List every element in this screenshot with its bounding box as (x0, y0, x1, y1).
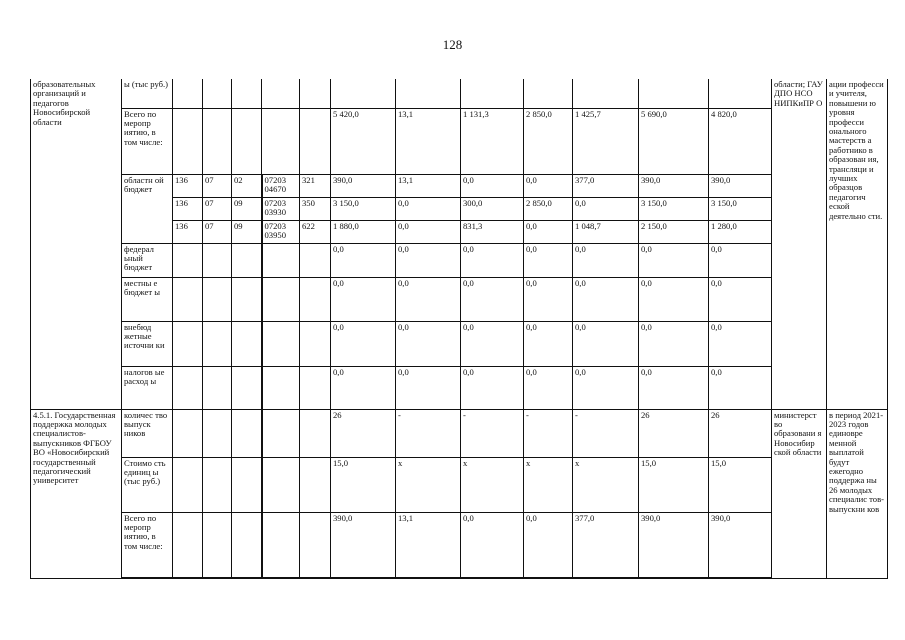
value-cell: 0,0 (396, 220, 461, 243)
budget-table (30, 79, 888, 579)
value-cell: 2 150,0 (639, 220, 709, 243)
table-row (31, 79, 888, 108)
value-cell: 0,0 (524, 277, 573, 321)
measure-cell: 4.5.1. Государственная поддержка молодых специалистов-выпускников ФГБОУ ВО «Новосибирский государственный педагогический университет (31, 409, 122, 578)
indicator-cell: местны е бюджет ы (122, 277, 173, 321)
code-cell: 07203 03930 (262, 197, 300, 220)
table-row (31, 321, 888, 366)
indicator-cell: налогов ые расход ы (122, 366, 173, 409)
value-cell: 390,0 (709, 174, 772, 197)
value-cell: 4 820,0 (709, 108, 772, 174)
value-cell: х (461, 457, 524, 512)
value-cell: 390,0 (331, 512, 396, 578)
value-cell: 13,1 (396, 512, 461, 578)
measure-cell: образовательных организаций и педагогов Новосибирской области (31, 79, 122, 409)
value-cell: 0,0 (639, 321, 709, 366)
value-cell: 0,0 (396, 321, 461, 366)
code-cell: 07 (203, 174, 232, 197)
value-cell: 0,0 (331, 366, 396, 409)
value-cell: 15,0 (331, 457, 396, 512)
value-cell: 1 280,0 (709, 220, 772, 243)
executor-cell: области; ГАУ ДПО НСО НИПКиПР О (772, 79, 827, 409)
value-cell: 0,0 (524, 174, 573, 197)
value-cell: 831,3 (461, 220, 524, 243)
value-cell: х (396, 457, 461, 512)
executor-cell: министерст во образовани я Новосибир ской области (772, 409, 827, 578)
value-cell: 1 131,3 (461, 108, 524, 174)
value-cell: 0,0 (331, 321, 396, 366)
table-row (31, 243, 888, 277)
value-cell: 300,0 (461, 197, 524, 220)
value-cell: 0,0 (331, 243, 396, 277)
value-cell: 0,0 (396, 277, 461, 321)
indicator-cell: Стоимо сть единиц ы (тыс руб.) (122, 457, 173, 512)
indicator-cell: Всего по меропр иятию, в том числе: (122, 108, 173, 174)
table-row (31, 277, 888, 321)
value-cell: 3 150,0 (639, 197, 709, 220)
value-cell: 0,0 (573, 366, 639, 409)
indicator-cell: областн ой бюджет (122, 174, 173, 243)
value-cell: 0,0 (573, 243, 639, 277)
value-cell: 15,0 (709, 457, 772, 512)
indicator-cell: количес тво выпуск ников (122, 409, 173, 457)
value-cell: 0,0 (331, 277, 396, 321)
value-cell: 3 150,0 (331, 197, 396, 220)
value-cell: 1 048,7 (573, 220, 639, 243)
value-cell: 0,0 (461, 321, 524, 366)
value-cell: 0,0 (461, 243, 524, 277)
value-cell: 26 (639, 409, 709, 457)
table-row (31, 457, 888, 512)
value-cell: 0,0 (639, 277, 709, 321)
code-cell: 07203 03950 (262, 220, 300, 243)
value-cell: 390,0 (709, 512, 772, 578)
value-cell: 2 850,0 (524, 108, 573, 174)
code-cell: 07203 04670 (262, 174, 300, 197)
value-cell: 0,0 (461, 277, 524, 321)
code-cell: 622 (300, 220, 331, 243)
value-cell: 0,0 (639, 366, 709, 409)
value-cell: 0,0 (396, 243, 461, 277)
value-cell: 3 150,0 (709, 197, 772, 220)
code-cell: 02 (232, 174, 262, 197)
value-cell: 5 690,0 (639, 108, 709, 174)
value-cell: 15,0 (639, 457, 709, 512)
value-cell: 0,0 (573, 321, 639, 366)
table-row (31, 512, 888, 578)
page-number: 128 (442, 37, 463, 52)
value-cell: 13,1 (396, 108, 461, 174)
value-cell: - (461, 409, 524, 457)
value-cell: 1 880,0 (331, 220, 396, 243)
value-cell: 0,0 (573, 197, 639, 220)
value-cell: 0,0 (524, 220, 573, 243)
value-cell: 13,1 (396, 174, 461, 197)
value-cell: - (524, 409, 573, 457)
indicator-cell: ы (тыс руб.) (122, 79, 173, 108)
code-cell: 07 (203, 220, 232, 243)
value-cell: х (524, 457, 573, 512)
indicator-cell: Всего по меропр иятию, в том числе: (122, 512, 173, 578)
value-cell: 0,0 (709, 366, 772, 409)
value-cell: 5 420,0 (331, 108, 396, 174)
value-cell: 377,0 (573, 174, 639, 197)
value-cell: 390,0 (639, 174, 709, 197)
value-cell: 0,0 (709, 321, 772, 366)
code-cell: 136 (173, 220, 203, 243)
indicator-cell: федерал ьный бюджет (122, 243, 173, 277)
value-cell: х (573, 457, 639, 512)
indicator-cell: внебюд жетные источни ки (122, 321, 173, 366)
code-cell: 321 (300, 174, 331, 197)
table-row (31, 108, 888, 174)
code-cell: 09 (232, 197, 262, 220)
result-cell: в период 2021-2023 годов единовре менной выплатой будут ежегодно поддержа ны 26 молодых специалис тов-выпускни ков (827, 409, 888, 578)
table-row (31, 366, 888, 409)
value-cell: 0,0 (709, 277, 772, 321)
value-cell: 377,0 (573, 512, 639, 578)
value-cell: - (396, 409, 461, 457)
value-cell: 0,0 (396, 366, 461, 409)
code-cell: 09 (232, 220, 262, 243)
value-cell: 0,0 (573, 277, 639, 321)
table-row (31, 409, 888, 457)
value-cell: 0,0 (709, 243, 772, 277)
value-cell: 0,0 (396, 197, 461, 220)
value-cell: 0,0 (461, 366, 524, 409)
value-cell: 0,0 (524, 243, 573, 277)
value-cell: 0,0 (461, 512, 524, 578)
result-cell: ации професси и учителя, повышени ю уровня професси онального мастерств а работнико в образован ия, трансляци и лучших образцов педагогич еской деятельно сти. (827, 79, 888, 409)
value-cell: 26 (331, 409, 396, 457)
value-cell: 26 (709, 409, 772, 457)
code-cell: 350 (300, 197, 331, 220)
value-cell: 0,0 (524, 366, 573, 409)
code-cell: 136 (173, 174, 203, 197)
value-cell: 390,0 (639, 512, 709, 578)
value-cell: 0,0 (461, 174, 524, 197)
value-cell: 0,0 (639, 243, 709, 277)
value-cell: 0,0 (524, 321, 573, 366)
value-cell: 2 850,0 (524, 197, 573, 220)
code-cell: 07 (203, 197, 232, 220)
table-row (31, 174, 888, 197)
value-cell: 1 425,7 (573, 108, 639, 174)
value-cell: 0,0 (524, 512, 573, 578)
value-cell: 390,0 (331, 174, 396, 197)
code-cell: 136 (173, 197, 203, 220)
value-cell: - (573, 409, 639, 457)
